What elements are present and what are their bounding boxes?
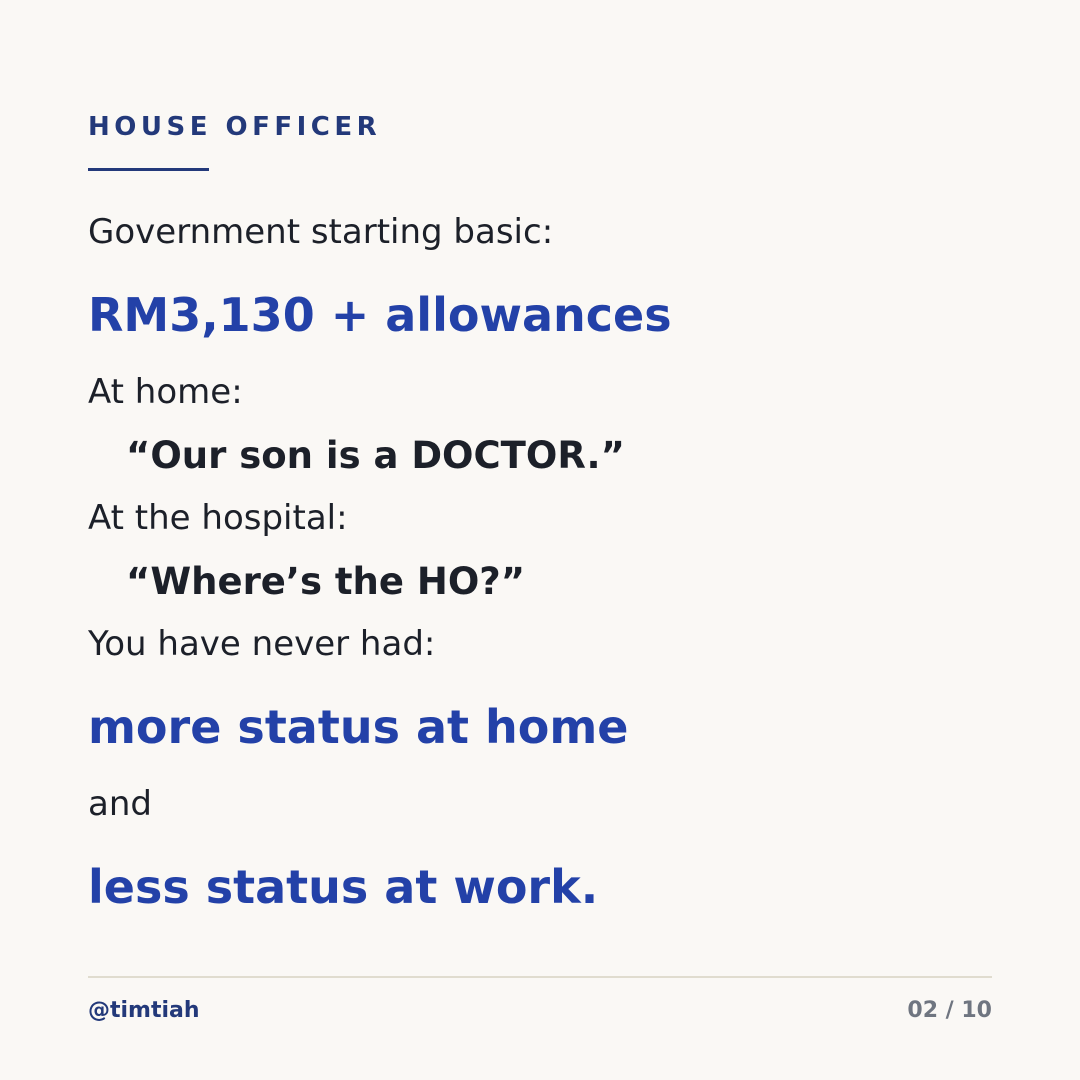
- salary-value: RM3,130 + allowances: [88, 288, 672, 342]
- more-status-text: more status at home: [88, 700, 629, 754]
- eyebrow-underline: [88, 168, 209, 171]
- page-indicator: 02 / 10: [907, 998, 992, 1023]
- and-text: and: [88, 784, 152, 824]
- eyebrow-title: HOUSE OFFICER: [88, 112, 382, 142]
- footer-divider: [88, 976, 992, 978]
- home-quote: “Our son is a DOCTOR.”: [126, 434, 625, 477]
- hospital-label: At the hospital:: [88, 498, 348, 538]
- author-handle: @timtiah: [88, 998, 200, 1023]
- hospital-quote: “Where’s the HO?”: [126, 560, 526, 603]
- never-label: You have never had:: [88, 624, 436, 664]
- less-status-text: less status at work.: [88, 860, 599, 914]
- home-label: At home:: [88, 372, 243, 412]
- salary-label: Government starting basic:: [88, 212, 554, 252]
